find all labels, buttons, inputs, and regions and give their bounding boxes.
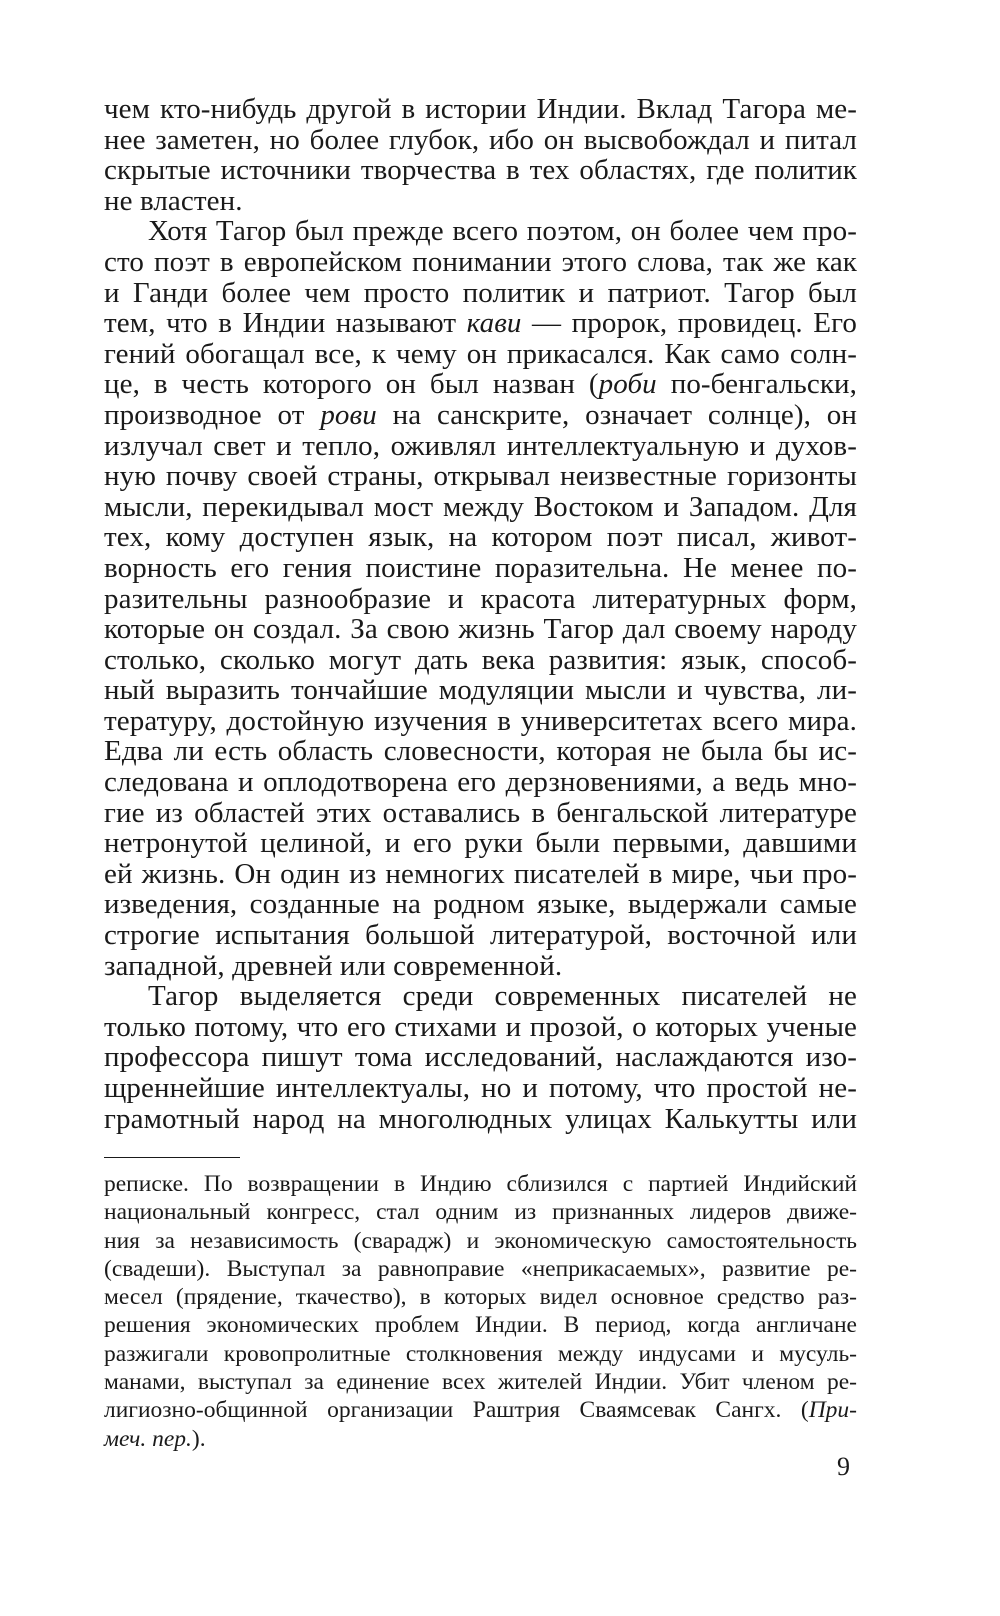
text-line: Едва ли есть область словесности, которая не была бы ис- <box>104 735 857 768</box>
text-line: Тагор выделяется среди современных писателей не <box>148 980 857 1013</box>
text-line: столько, сколько могут дать века развития: язык, способ- <box>104 643 857 676</box>
text-line: гие из областей этих оставались в бенгальской литературе <box>104 796 857 829</box>
footnote-line: манами, выступал за единение всех жителей Индии. Убит членом ре- <box>104 1369 857 1396</box>
text-line: разительны разнообразие и красота литературных форм, <box>104 582 857 615</box>
text-line: которые он создал. За свою жизнь Тагор дал своему народу <box>104 613 857 646</box>
line-segment: лигиозно-общинной организации Раштрия Сваямсевак Сангх. ( <box>104 1397 809 1424</box>
text-line: не властен. <box>104 184 243 217</box>
footnote-line: месел (прядение, ткачество), в которых видел основное средство раз- <box>104 1284 857 1311</box>
footnote-line: реписке. По возвращении в Индию сблизился с партией Индийский <box>104 1171 857 1197</box>
line-segment: по-бенгальски, <box>670 368 857 401</box>
footnote-line <box>104 1396 857 1424</box>
text-line: Хотя Тагор был прежде всего поэтом, он более чем про- <box>148 215 857 248</box>
italic-term: рови <box>320 398 377 431</box>
text-line <box>104 308 857 339</box>
text-line: чем кто-нибудь другой в истории Индии. Вклад Тагора ме- <box>104 93 857 125</box>
text-line <box>104 400 857 431</box>
text-line: тературу, достойную изучения в университетах всего мира. <box>104 704 857 737</box>
text-line: следована и оплодотворена его дерзновениями, а ведь мно- <box>104 766 857 799</box>
line-segment: производное от <box>104 398 305 431</box>
italic-term: кави <box>466 307 522 340</box>
text-line: только потому, что его стихами и прозой, о которых ученые <box>104 1010 857 1043</box>
footnote-line <box>104 1425 857 1453</box>
footnote-divider <box>104 1157 240 1158</box>
text-line: ный выразить тончайшие модуляции мысли и чувства, ли- <box>104 674 857 707</box>
footnote-line: ния за независимость (сварадж) и экономическую самостоятельность <box>104 1227 857 1254</box>
line-segment: — пророк, провидец. Его <box>532 307 857 340</box>
footnote-line: национальный конгресс, стал одним из признанных лидеров движе- <box>104 1199 857 1226</box>
page-number: 9 <box>837 1452 850 1481</box>
line-segment: ). <box>191 1425 206 1452</box>
footnote-line: (свадеши). Выступал за равноправие «неприкасаемых», развитие ре- <box>104 1255 857 1282</box>
line-segment: це, в честь которого он был назван ( <box>104 368 599 401</box>
text-line: и Ганди более чем просто политик и патриот. Тагор был <box>104 276 857 309</box>
text-line: нее заметен, но более глубок, ибо он высвобождал и питал <box>104 123 857 156</box>
text-line: западной, древней или современной. <box>104 949 563 982</box>
text-line: профессора пишут тома исследований, наслаждаются изо- <box>104 1041 857 1074</box>
text-line: скрытые источники творчества в тех областях, где политик <box>104 154 857 187</box>
main-text <box>104 94 857 1134</box>
text-line: мысли, перекидывал мост между Востоком и Западом. Для <box>104 490 857 523</box>
line-segment: на санскрите, означает солнце), он <box>392 398 857 431</box>
text-line: тех, кому доступен язык, на котором поэт писал, живот- <box>104 521 857 554</box>
text-line: гений обогащал все, к чему он прикасался. Как само солн- <box>104 337 857 370</box>
text-line: грамотный народ на многолюдных улицах Калькутты или <box>104 1102 857 1135</box>
italic-note: меч. пер. <box>104 1425 192 1452</box>
text-line: излучал свет и тепло, оживлял интеллектуальную и духов- <box>104 429 857 462</box>
italic-note: При- <box>808 1397 857 1424</box>
text-line <box>104 369 857 400</box>
text-line: строгие испытания большой литературой, восточной или <box>104 919 857 952</box>
text-line: щреннейшие интеллектуалы, но и потому, что простой не- <box>104 1072 857 1104</box>
footnote-line: разжигали кровопролитные столкновения между индусами и мусуль- <box>104 1340 857 1367</box>
footnote <box>104 1170 857 1453</box>
text-line: ную почву своей страны, открывал неизвестные горизонты <box>104 460 857 493</box>
text-line: ей жизнь. Он один из немногих писателей в мире, чьи про- <box>104 857 857 890</box>
line-segment: тем, что в Индии называют <box>104 307 457 340</box>
italic-term: роби <box>598 368 657 401</box>
footnote-line: решения экономических проблем Индии. В период, когда англичане <box>104 1312 857 1339</box>
text-line: нетронутой целиной, и его руки были первыми, давшими <box>104 827 857 860</box>
text-line: ворность его гения поистине поразительна. Не менее по- <box>104 551 857 584</box>
text-line: сто поэт в европейском понимании этого слова, так же как <box>104 245 857 278</box>
text-line: изведения, созданные на родном языке, выдержали самые <box>104 888 857 921</box>
